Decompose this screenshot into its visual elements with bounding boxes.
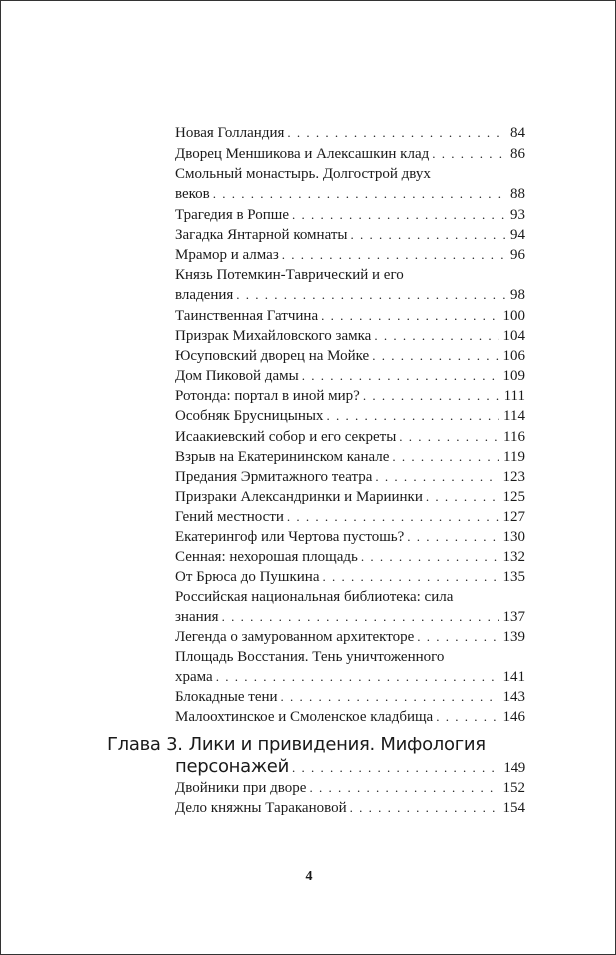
- toc-entry-title: Екатерингоф или Чертова пустошь?: [175, 529, 405, 545]
- toc-entry-title-line1: Площадь Восстания. Тень уничтоженного: [175, 649, 445, 665]
- toc-entry-title: Исаакиевский собор и его секреты: [175, 429, 397, 445]
- toc-entry-page: 130: [502, 529, 525, 545]
- toc-entry-page: 125: [502, 489, 525, 505]
- dot-leader: [282, 245, 506, 265]
- chapter-label: Глава 3.: [107, 734, 183, 755]
- toc-entry: [175, 547, 525, 567]
- toc-entry-title: Новая Голландия: [175, 125, 285, 141]
- toc-entry-page: 104: [502, 328, 525, 344]
- toc-entry: [175, 366, 525, 386]
- toc-entry-title: Юсуповский дворец на Мойке: [175, 348, 370, 364]
- toc-entry-page: 141: [502, 669, 525, 685]
- dot-leader: [350, 225, 506, 245]
- toc-entry-title: Блокадные тени: [175, 689, 278, 705]
- toc-entry-page: 143: [502, 689, 525, 705]
- toc-entry: [175, 386, 525, 406]
- dot-leader: [374, 326, 498, 346]
- dot-leader: [375, 467, 498, 487]
- toc-entry: [175, 778, 525, 798]
- toc-entry: [175, 587, 525, 627]
- toc-entry-page: 98: [510, 287, 525, 303]
- dot-leader: [363, 386, 500, 406]
- toc-entry-page: 146: [502, 709, 525, 725]
- toc-entry-page: 132: [502, 549, 525, 565]
- dot-leader: [392, 447, 499, 467]
- toc-entry-page: 127: [502, 509, 525, 525]
- dot-leader: [302, 366, 499, 386]
- toc-entry: [175, 687, 525, 707]
- toc-entry-page: 94: [510, 227, 525, 243]
- toc-entry-title: Призраки Александринки и Мариинки: [175, 489, 423, 505]
- dot-leader: [399, 427, 499, 447]
- toc-entry-title: Ротонда: портал в иной мир?: [175, 388, 360, 404]
- toc-entry-title: веков: [175, 186, 210, 202]
- toc-entry: [175, 245, 525, 265]
- toc-entry-title: Двойники при дворе: [175, 780, 307, 796]
- toc-entry-page: 114: [503, 408, 525, 424]
- chapter-title-line2: персонажей: [175, 756, 289, 777]
- toc-entry-title: Загадка Янтарной комнаты: [175, 227, 348, 243]
- toc-entry: [175, 225, 525, 245]
- dot-leader: [417, 627, 498, 647]
- toc-entry: [175, 627, 525, 647]
- dot-leader: [361, 547, 499, 567]
- dot-leader: [236, 285, 506, 305]
- dot-leader: [326, 406, 499, 426]
- toc-entry-title: Сенная: нехорошая площадь: [175, 549, 358, 565]
- dot-leader: [432, 144, 506, 164]
- toc-entry-page: 86: [510, 146, 525, 162]
- toc-entry-title: Мрамор и алмаз: [175, 247, 279, 263]
- toc-entry-title: Таинственная Гатчина: [175, 308, 319, 324]
- dot-leader: [287, 507, 499, 527]
- toc-entry-page: 154: [502, 800, 525, 816]
- toc-entry: [175, 164, 525, 204]
- toc-entry-page: 109: [502, 368, 525, 384]
- toc-entry: [175, 265, 525, 305]
- toc-entry-page: 96: [510, 247, 525, 263]
- dot-leader: [322, 567, 498, 587]
- toc-entry-title: Трагедия в Ропше: [175, 207, 290, 223]
- toc-entry: [175, 306, 525, 326]
- toc-entry-title-line1: Князь Потемкин-Таврический и его: [175, 267, 404, 283]
- page-number: 4: [305, 869, 313, 884]
- toc-entry-title: Дело княжны Таракановой: [175, 800, 347, 816]
- toc-entry-page: 100: [502, 308, 525, 324]
- chapter-title-line1: Лики и привидения. Мифология: [188, 734, 486, 755]
- toc-entry-title: Особняк Брусницыных: [175, 408, 324, 424]
- toc-entry-page: 106: [502, 348, 525, 364]
- toc-entry-title: От Брюса до Пушкина: [175, 569, 320, 585]
- toc-entry-title: Малоохтинское и Смоленское кладбища: [175, 709, 434, 725]
- toc-entry: [175, 467, 525, 487]
- dot-leader: [292, 757, 499, 779]
- chapter-heading: [107, 734, 525, 779]
- toc-entry-title: Предания Эрмитажного театра: [175, 469, 373, 485]
- dot-leader: [309, 778, 498, 798]
- toc-entry-page: 84: [510, 125, 525, 141]
- toc-entry-page: 116: [503, 429, 525, 445]
- toc-entry-title-line1: Российская национальная библиотека: сила: [175, 589, 454, 605]
- toc-entry: [175, 507, 525, 527]
- dot-leader: [436, 707, 498, 727]
- toc-entry-page: 88: [510, 186, 525, 202]
- chapter-page: 149: [503, 760, 525, 776]
- toc-entry: [175, 346, 525, 366]
- toc-entry: [175, 144, 525, 164]
- toc-entry-title: Легенда о замурованном архитекторе: [175, 629, 415, 645]
- toc-entry: [175, 427, 525, 447]
- toc-entry: [175, 447, 525, 467]
- toc-entry: [175, 647, 525, 687]
- toc-entry-page: 93: [510, 207, 525, 223]
- toc-entry-title: знания: [175, 609, 219, 625]
- toc-entry-page: 119: [503, 449, 525, 465]
- toc-entry-page: 152: [502, 780, 525, 796]
- toc-entry: [175, 567, 525, 587]
- dot-leader: [321, 306, 498, 326]
- toc-entry-page: 139: [502, 629, 525, 645]
- toc-entry-page: 111: [503, 388, 525, 404]
- dot-leader: [292, 205, 506, 225]
- toc-entry-title: храма: [175, 669, 213, 685]
- dot-leader: [287, 123, 506, 143]
- toc-entry-title: Дом Пиковой дамы: [175, 368, 299, 384]
- toc-entry-title-line1: Смольный монастырь. Долгострой двух: [175, 166, 431, 182]
- toc-entry: [175, 487, 525, 507]
- toc-entry-title: Дворец Меншикова и Алексашкин клад: [175, 146, 430, 162]
- toc-entry-title: Гений местности: [175, 509, 284, 525]
- toc-entry-page: 135: [502, 569, 525, 585]
- dot-leader: [350, 798, 499, 818]
- toc-entry-title: Призрак Михайловского замка: [175, 328, 372, 344]
- dot-leader: [216, 667, 499, 687]
- toc-entry: [175, 798, 525, 818]
- toc-entry: [175, 205, 525, 225]
- toc-entry-title: владения: [175, 287, 234, 303]
- toc-entry: [175, 406, 525, 426]
- toc-entry-title: Взрыв на Екатерининском канале: [175, 449, 390, 465]
- dot-leader: [281, 687, 499, 707]
- dot-leader: [222, 607, 499, 627]
- toc-entry: [175, 527, 525, 547]
- toc-entry: [175, 326, 525, 346]
- toc-entry: [175, 707, 525, 727]
- dot-leader: [407, 527, 498, 547]
- toc-entry-page: 137: [502, 609, 525, 625]
- dot-leader: [372, 346, 498, 366]
- dot-leader: [426, 487, 499, 507]
- toc-entry: [175, 123, 525, 143]
- toc-entry-page: 123: [502, 469, 525, 485]
- dot-leader: [213, 184, 506, 204]
